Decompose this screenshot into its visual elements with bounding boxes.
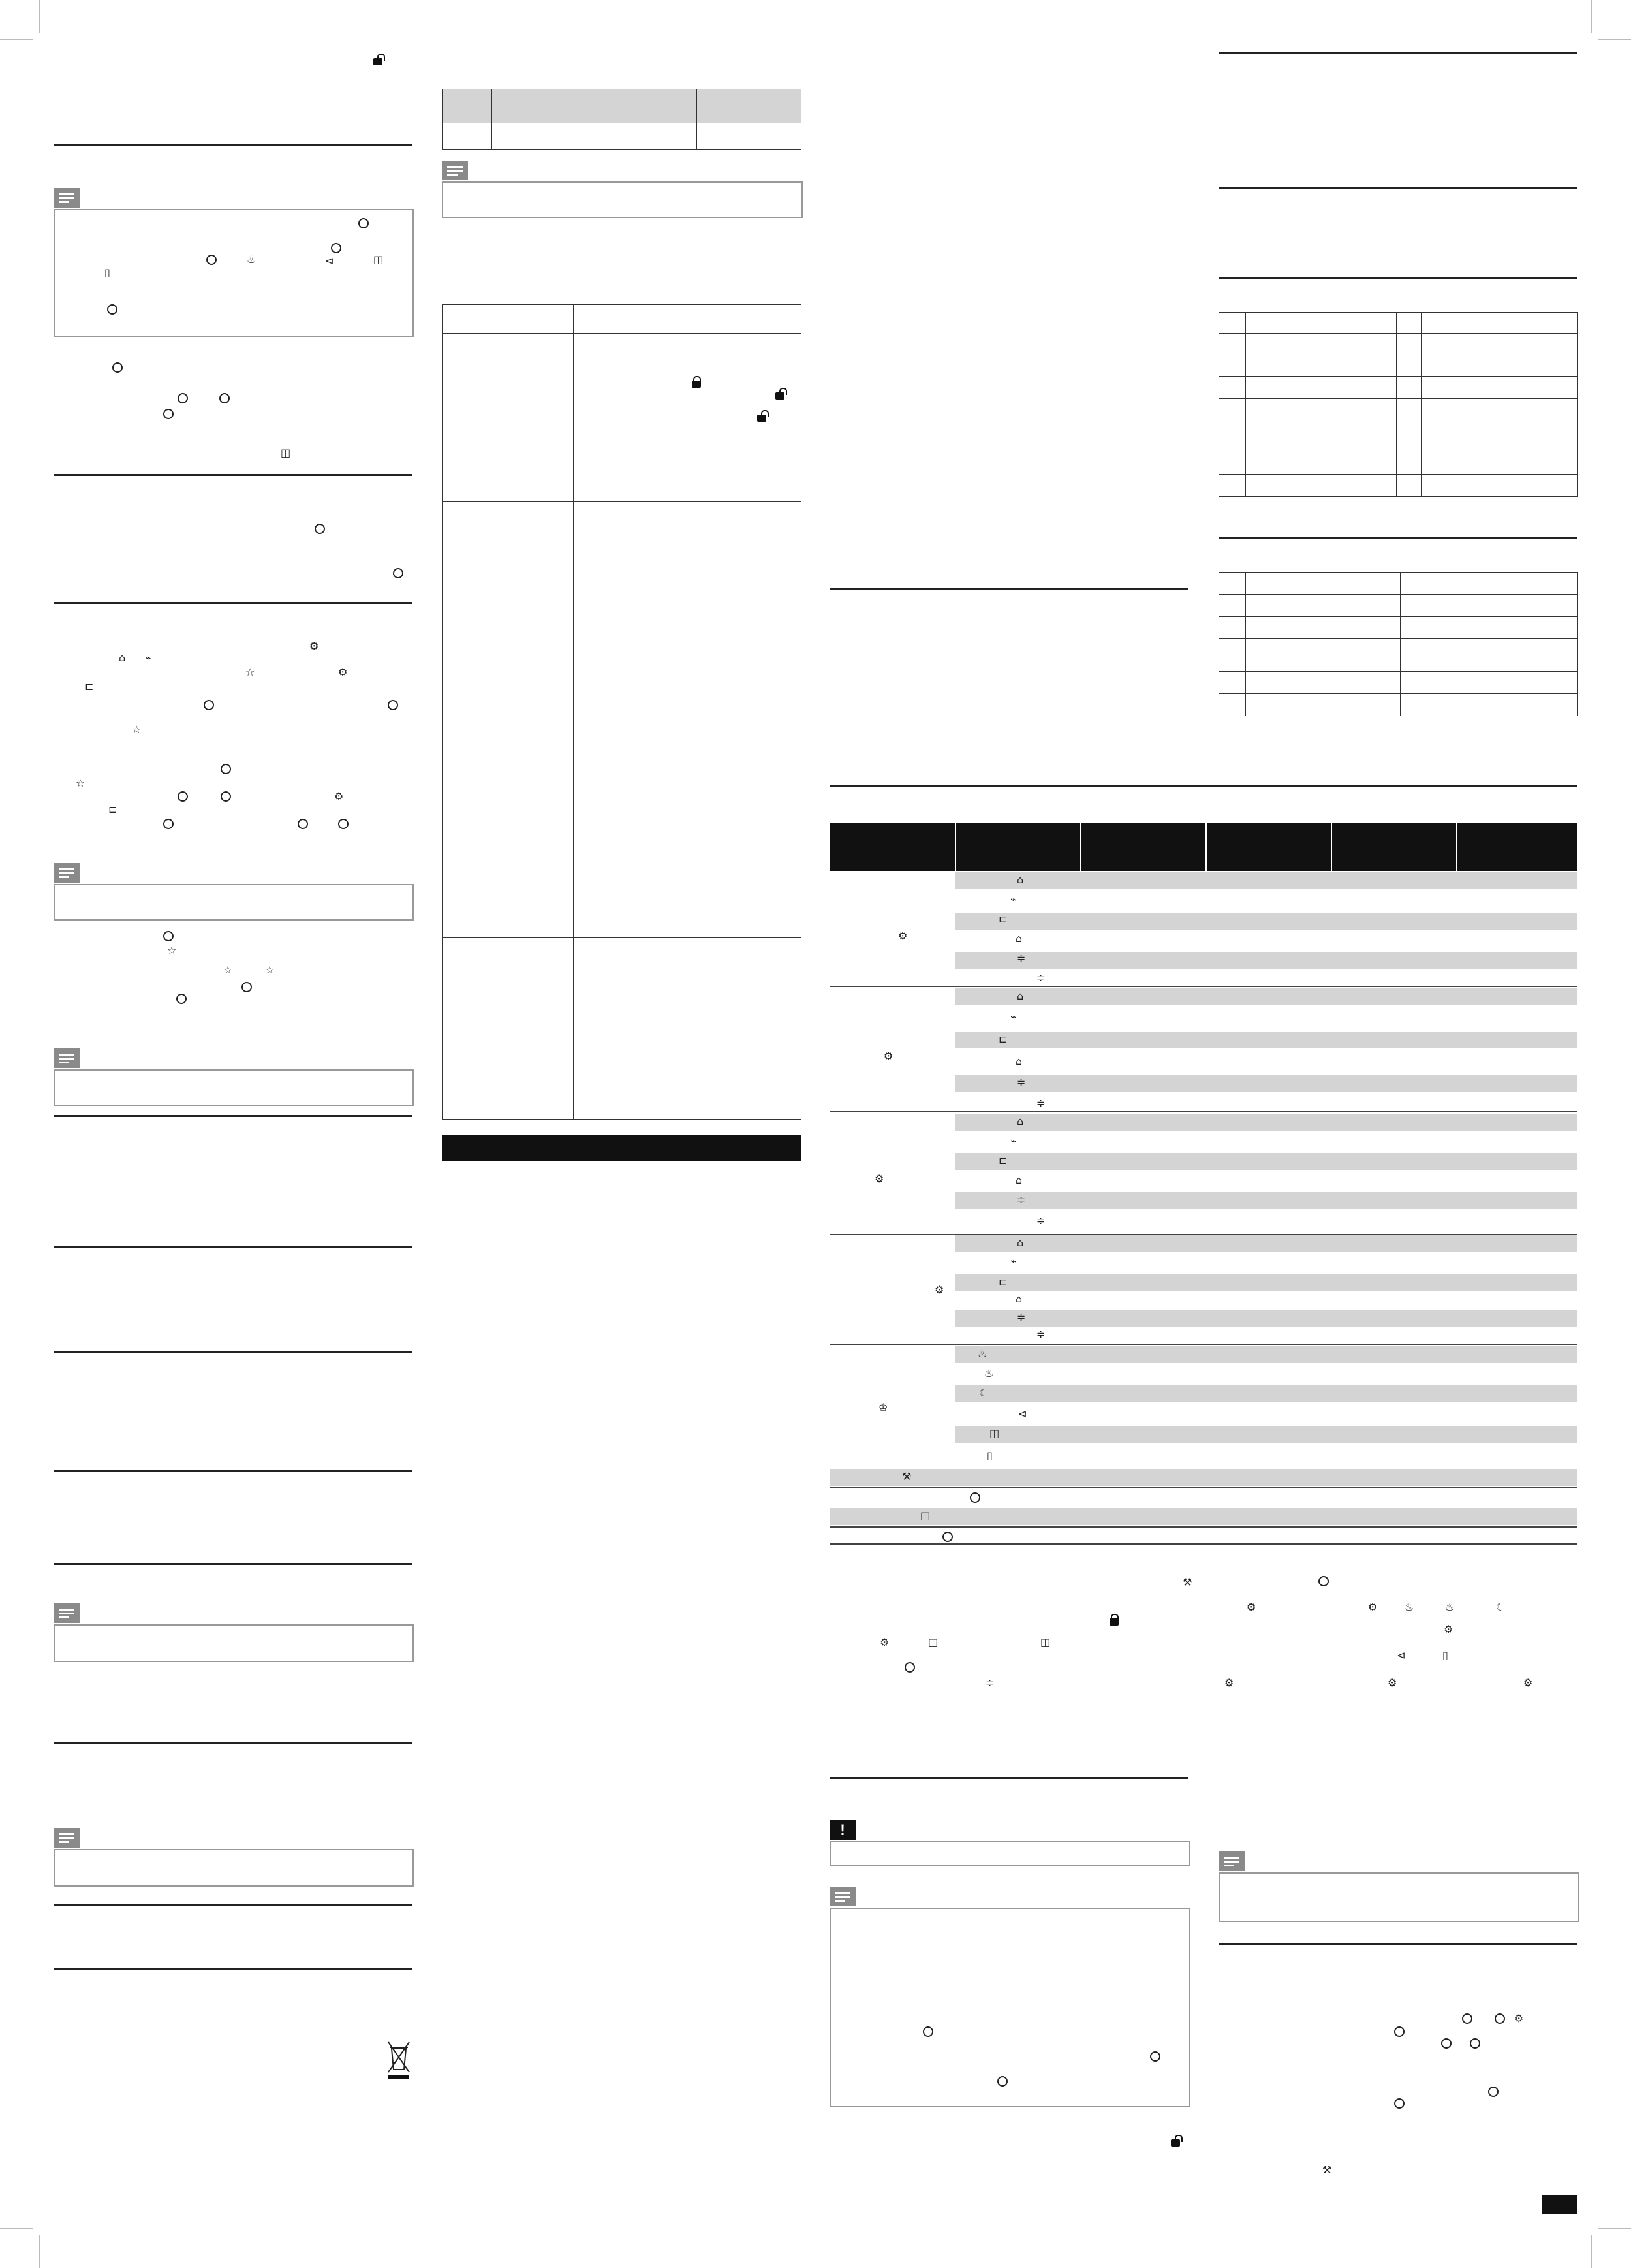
crop-mark [0,2228,33,2229]
mixed-icon: ⚙ [884,1050,893,1062]
crop-mark [39,2235,40,2268]
favorite-star-icon: ☆ [223,964,233,976]
poultry-icon: ⌁ [1010,1135,1017,1147]
ok-check-icon [1394,2098,1405,2109]
section-rule [54,1351,412,1353]
ok-check-icon [315,524,325,534]
fish-icon: ⊏ [999,1033,1008,1045]
note-icon [442,161,468,180]
note-box [54,1849,414,1887]
table-row [955,1346,1577,1363]
pot-icon: ♨ [978,1347,987,1360]
program-table-header [830,823,1577,871]
settings-icon [221,764,231,774]
lock-icon [1108,1614,1119,1626]
poultry-icon: ⌁ [1010,893,1017,906]
mixed-icon: ⚙ [880,1636,890,1648]
steam-icon: ⚒ [1183,1576,1192,1588]
settings-icon [241,982,252,992]
crop-mark [1591,2235,1592,2268]
section-rule [830,1777,1188,1779]
settings-icon [204,700,214,710]
mixed-icon: ⚙ [1523,1677,1533,1689]
meat-icon: ⚙ [1514,2012,1524,2024]
note-box [1219,1872,1579,1922]
section-rule [54,474,412,476]
note-box [54,884,414,921]
ok-check-icon [176,994,187,1004]
section-rule [54,1563,412,1565]
group-divider [830,1344,1577,1345]
up-arrow-icon [1441,2038,1452,2049]
meat-icon: ⚙ [1247,1601,1256,1613]
section-rule [1219,52,1577,54]
wifi-icon: ⚒ [1322,2164,1332,2176]
mixed-icon: ⚙ [1368,1601,1378,1613]
bowl-icon: ♨ [1445,1601,1455,1613]
group-divider [830,986,1577,987]
note-box [54,1624,414,1662]
fish-icon: ⊏ [999,913,1008,925]
mixed-icon: ⚙ [935,1284,944,1296]
crop-mark [39,0,40,33]
keep-warm-display-icon: ◫ [281,447,291,459]
section-rule [54,1742,412,1744]
menu-icon [107,304,117,315]
ok-check-icon [163,819,174,829]
section-rule [54,1904,412,1906]
favorite-star-icon: ☆ [167,944,177,956]
favorite-star-icon: ☆ [132,723,142,736]
table-row [955,952,1577,969]
down-arrow-icon [338,819,349,829]
ok-check-icon [1394,2026,1405,2037]
down-arrow-icon [1495,2013,1505,2024]
fish-icon: ⊏ [999,1276,1008,1288]
crop-mark [1598,2228,1631,2229]
table-row [955,1153,1577,1170]
table-row [955,1032,1577,1048]
manual-settings-icon: ≑ [1017,952,1026,964]
steam-icon: ⚒ [902,1470,912,1483]
menu-icon [1488,2087,1499,2097]
parts-table-2 [1219,572,1578,716]
weee-bin-icon [386,2040,411,2080]
down-arrow-icon [1470,2038,1480,2049]
manual-settings-icon: ≑ [1036,1214,1046,1227]
timer-icon [905,1662,915,1673]
table-row [955,1192,1577,1209]
unlock-icon [756,410,766,422]
down-arrow-icon [221,791,231,802]
timer-icon [206,255,217,265]
table-row [955,1274,1577,1291]
group-divider [830,1487,1577,1488]
note-icon [54,863,80,883]
meat-icon: ⚙ [309,640,319,652]
section-rule [54,1246,412,1248]
cup-icon: ◫ [989,1427,1000,1440]
pot-icon: ♨ [1405,1601,1414,1613]
keep-warm-display-icon: ◫ [1040,1636,1051,1648]
favorite-star-icon: ☆ [265,964,275,976]
unlock-icon [372,54,382,65]
section-rule [1219,277,1577,279]
crop-mark [1598,39,1631,40]
table-row [830,1469,1577,1486]
poultry-icon: ⌁ [1010,1255,1017,1267]
mixed-icon: ⚙ [1388,1677,1397,1689]
note-icon [54,1048,80,1068]
chef-icon: ♔ [878,1401,888,1413]
favorite-star-icon: ☆ [76,777,85,789]
manual-settings-icon: ≑ [1017,1193,1026,1206]
meat-icon: ⌂ [1017,1115,1024,1127]
note-icon [54,1828,80,1848]
troubleshooting-table [442,304,801,1120]
table-row [955,1385,1577,1402]
poultry-icon: ⌁ [145,652,151,664]
pot-icon: ♨ [247,253,256,266]
meat-icon: ⚙ [898,930,908,942]
parts-table-1 [1219,312,1578,497]
table-row [955,872,1577,889]
section-rule [54,602,412,604]
fish-icon: ⊏ [999,1154,1008,1167]
poultry-icon: ⌁ [1010,1011,1017,1023]
keep-warm-icon [942,1532,953,1542]
fish-icon: ⊲ [325,255,334,267]
table-row [955,1426,1577,1443]
fish-icon: ⊏ [85,680,94,693]
ok-check-icon [163,409,174,419]
manual-settings-icon: ≑ [1036,971,1046,984]
keep-warm-icon [1318,1576,1329,1586]
mixed-icon: ⌂ [1016,1055,1023,1067]
section-rule [830,785,1577,787]
section-rule [54,1968,412,1970]
section-rule [54,1115,412,1117]
mixed-icon: ⚙ [1224,1677,1234,1689]
down-arrow-icon [219,393,230,403]
note-icon [54,188,80,208]
section-rule [54,144,412,146]
table-row [955,1114,1577,1131]
note-box [830,1908,1190,2107]
section-rule [54,1470,412,1472]
manual-settings-icon: ≑ [1017,1311,1026,1323]
meat-icon: ⌂ [119,652,126,664]
menu-icon [923,2026,933,2037]
menu-icon [1150,2051,1160,2062]
settings-icon [388,700,398,710]
keep-warm-icon [358,218,369,228]
timer-icon [970,1492,980,1503]
mixed-icon: ⚙ [1444,1623,1453,1635]
table-row [955,1235,1577,1252]
group-divider [830,1526,1577,1528]
mixed-icon: ⚙ [875,1173,884,1185]
mixed-icon: ⌂ [1016,1174,1023,1186]
manual-settings-icon: ≑ [1017,1076,1026,1088]
group-divider [830,1543,1577,1545]
ok-check-icon [393,568,403,578]
up-arrow-icon [178,791,188,802]
table-row [955,1310,1577,1327]
mixed-icon: ⌂ [1016,932,1023,945]
ok-check-icon [163,931,174,941]
unlock-icon [774,388,784,400]
cup-icon: ◫ [928,1636,939,1648]
section-rule [1219,1943,1577,1945]
bowl-icon: ♨ [984,1367,994,1379]
manual-settings-icon: ≑ [1036,1097,1046,1109]
jar-icon: ▯ [1442,1649,1448,1662]
keep-warm-icon [331,243,341,253]
fish-icon: ⊲ [1397,1649,1406,1662]
keep-warm-display-icon: ◫ [920,1509,931,1522]
lock-icon [691,376,701,388]
table-row [830,1508,1577,1525]
note-icon [1219,1851,1245,1871]
crop-mark [1591,0,1592,33]
table-row [955,988,1577,1005]
manual-settings-icon: ≑ [1036,1328,1046,1340]
mixed-icon: ⌂ [1016,1293,1023,1305]
section-rule [830,588,1188,590]
note-icon [830,1887,856,1906]
shrimp-icon: ☾ [979,1387,989,1399]
jar-icon: ▯ [104,266,110,279]
cup-icon: ◫ [373,253,384,266]
jar-icon: ▯ [987,1449,993,1462]
menu-icon [997,2076,1008,2087]
fish-icon: ⊲ [1018,1408,1027,1420]
warning-exclamation-icon: ! [830,1820,856,1840]
group-divider [830,1111,1577,1112]
table-row [955,913,1577,930]
top-table [442,89,801,150]
table-row [955,1075,1577,1092]
section-rule [1219,537,1577,539]
section-rule [1219,187,1577,189]
favorite-star-icon: ☆ [245,666,255,678]
up-arrow-icon [1462,2013,1472,2024]
meat-icon: ⌂ [1017,874,1024,886]
up-arrow-icon [178,393,188,403]
note-box [54,1069,414,1106]
warning-box [830,1841,1190,1866]
keep-warm-icon [112,362,123,373]
meat-icon: ⌂ [1017,990,1024,1002]
mixed-icon: ⚙ [338,666,348,678]
unlock-icon [1170,2135,1180,2147]
mixed-icon: ⚙ [334,790,344,802]
meat-icon: ⌂ [1017,1236,1024,1249]
crop-mark [0,39,33,40]
note-icon [54,1603,80,1623]
note-box [442,181,803,218]
fish-icon: ⊏ [108,803,117,815]
shrimp-icon: ☾ [1496,1601,1506,1613]
page-number-tab [1542,2195,1577,2214]
up-arrow-icon [298,819,308,829]
black-bar [442,1135,801,1161]
manual-settings-icon: ≑ [986,1677,995,1689]
